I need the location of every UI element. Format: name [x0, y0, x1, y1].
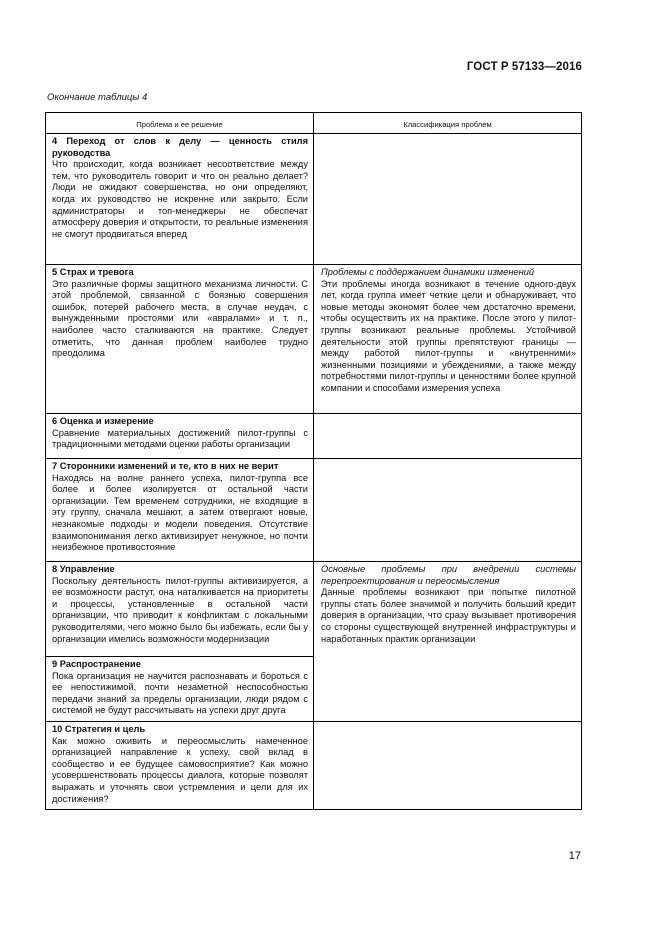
problem-cell: [46, 414, 314, 459]
problem-text: Как можно оживить и переосмыслить намеченное организацией направление к успеху, свой вклад в сообщество и ее будущее самовосприятие? Как можно усовершенствовать процессы диалога, которые позволят выражать и уточнять свои устремления и цели для их достижения?: [52, 735, 308, 804]
column-header-problem: Проблема и ее решение: [46, 113, 314, 134]
problem-title: 8 Управление: [52, 564, 115, 574]
page-number: 17: [568, 850, 581, 862]
problem-text: Пока организация не научится распознавать и бороться с ее непостижимой, почти незаметной неспособностью передачи знаний за пределы организации, люди рядом с системой не будут рассчитывать на успехи друг друга: [52, 670, 308, 716]
problem-cell: [46, 134, 314, 265]
classification-cell: [314, 414, 582, 459]
classification-cell: [314, 562, 582, 657]
classification-cell: [314, 265, 582, 414]
problem-cell: [46, 562, 314, 657]
problem-cell: [46, 721, 314, 809]
table-row: [46, 459, 582, 562]
problem-text: Находясь на волне раннего успеха, пилот-группа все более и более изолируется от остальной части организации. Тем временем сотрудники, не входящие в эту группу, сначала мешают, а затем отвергают новые, незнакомые подходы и модели поведения. Отсутствие взаимопонимания легко активизирует ненужное, но почти неизбежное противостояние: [52, 472, 308, 553]
problem-title: 4 Переход от слов к делу — ценность стиля руководства: [52, 136, 308, 158]
problem-cell: [46, 265, 314, 414]
classification-cell: [314, 134, 582, 265]
problem-title: 7 Сторонники изменений и те, кто в них не верит: [52, 461, 279, 471]
classification-title: Основные проблемы при внедрении системы перепроектирования и переосмысления: [321, 564, 576, 586]
problem-title: 9 Распространение: [52, 659, 141, 669]
standard-designation: ГОСТ Р 57133—2016: [466, 61, 582, 73]
table-row: [46, 721, 582, 809]
table-header-row: [46, 113, 582, 134]
problem-text: Это различные формы защитного механизма личности. С этой проблемой, связанной с боязнью совершения ошибок, потерей рабочего места, в случае неудач, с вынужденными простоями или «авралами» и т. п., наиболее часто сталкиваются на практике. Следует отметить, что данная проблем наиболее трудно преодолима: [52, 278, 308, 359]
table-row: [46, 562, 582, 657]
table-row: [46, 414, 582, 459]
classification-cell: [314, 657, 582, 722]
problem-title: 6 Оценка и измерение: [52, 416, 154, 426]
classification-title: Проблемы с поддержанием динамики изменений: [321, 267, 535, 277]
problems-table: [45, 112, 582, 810]
problem-text: Что происходит, когда возникает несоответствие между тем, что руководитель говорит и что он реально делает? Люди не ожидают совершенства, но они определяют, когда их руководство не искренне или закрыто. Если администраторы и топ-менеджеры не обеспечат атмосферу доверия и открытости, то реальные изменения не смогут продвигаться вперед: [52, 159, 308, 239]
table-row: [46, 657, 582, 722]
classification-text: Эти проблемы иногда возникают в течение одного-двух лет, когда группа имеет четкие цели и обнаруживает, что новые методы экономят более чем достаточно времени, чтобы осуществить их на практике. После этого у пилот-группы возникают реальные проблемы. Устойчивой деятельности этой группы препятствуют границы — между работой пилот-группы и «внутренними» жизненными позициями и убеждениями, а также между потребностями пилот-группы и ценностями более крупной компании и способами измерения успеха: [321, 278, 576, 393]
problem-cell: [46, 657, 314, 722]
classification-text: Данные проблемы возникают при попытке пилотной группы стать более значимой и получить больший кредит доверия в организации, что сразу вызывает противоречия со стороны существующей внутренней инфраструктуры и наработанных практик организации: [321, 587, 576, 644]
table-row: [46, 265, 582, 414]
classification-cell: [314, 459, 582, 562]
column-header-classification: Классификация проблем: [314, 113, 582, 134]
problem-text: Поскольку деятельность пилот-группы активизируется, а ее возможности растут, она наталкивается на приоритеты и процессы, установленные в остальной части организации, что приводит к конфликтам с локальными руководителями, чего можно было бы избежать, если бы у организации имелись возможности модернизации: [52, 575, 308, 644]
problem-cell: [46, 459, 314, 562]
table-caption: Окончание таблицы 4: [47, 92, 148, 103]
classification-cell: [314, 721, 582, 809]
table-row: [46, 134, 582, 265]
problem-title: 10 Стратегия и цель: [52, 723, 146, 734]
problem-text: Сравнение материальных достижений пилот-группы с традиционными методами оценки работы организации: [52, 427, 308, 450]
problem-title: 5 Страх и тревога: [52, 267, 134, 277]
